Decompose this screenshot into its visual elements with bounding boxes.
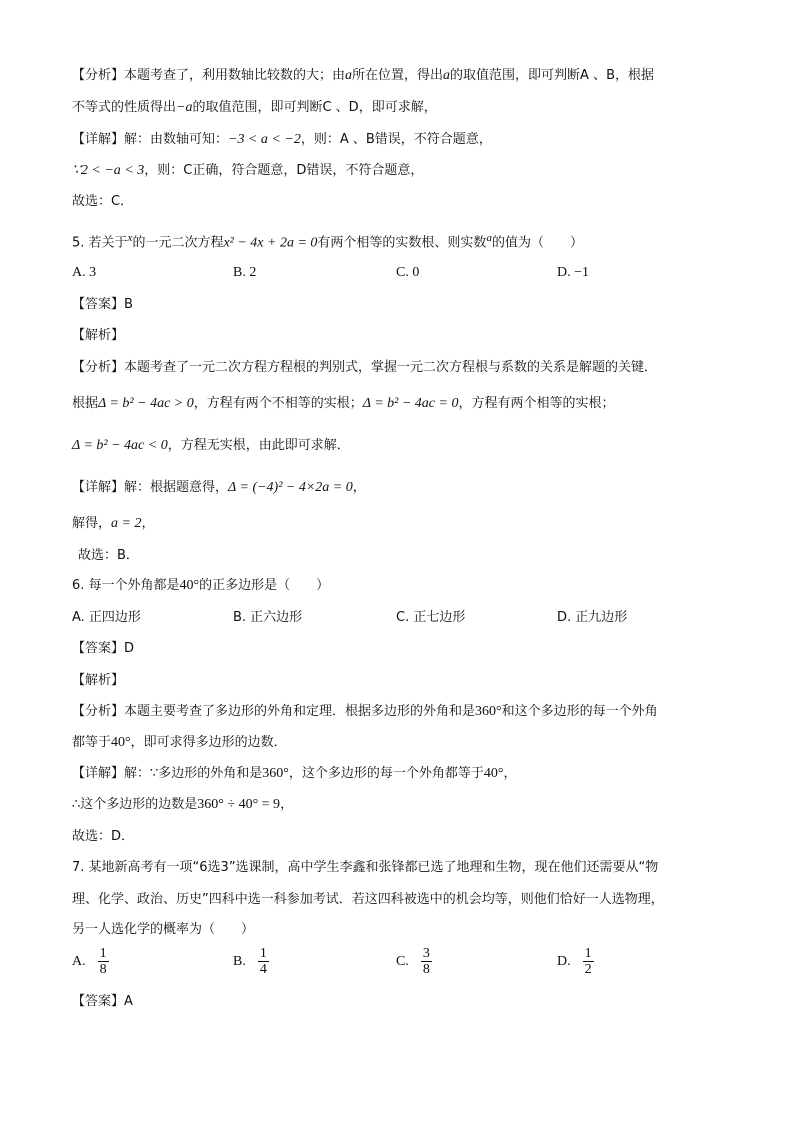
q5-solve: 解得，a = 2，	[72, 516, 155, 531]
q6-answer: 【答案】D	[72, 641, 135, 656]
q4-choose: 故选：C．	[72, 194, 134, 209]
q5-jiexi: 【解析】	[72, 328, 125, 343]
q5-rule-line1: 根据Δ = b² − 4ac > 0，方程有两个不相等的实根；Δ = b² − 4ac = 0，方程有两个相等的实根；	[72, 396, 615, 411]
q7-stem-line1: 7. 某地新高考有一项“6选3”选课制，高中学生李鑫和张锋都已选了地理和生物，现在他们还需要从“物	[72, 860, 659, 875]
q6-jiexi: 【解析】	[72, 673, 125, 688]
analysis-tag: 【分析】	[72, 68, 125, 83]
q7-option-b[interactable]: B. $\frac{1}{4}$	[233, 946, 267, 977]
q5-option-a[interactable]: A. 3	[72, 265, 97, 280]
q7-option-d[interactable]: D. $\frac{1}{2}$	[557, 946, 592, 977]
q6-analysis-line2: 都等于40°，即可求得多边形的边数．	[72, 735, 287, 750]
fraction: $\frac{1}{2}$	[584, 946, 592, 977]
q4-detail-line2: ∵2 < −a < 3，则：C正确，符合题意，D错误，不符合题意，	[72, 163, 424, 178]
detail-tag: 【详解】	[72, 132, 125, 147]
fraction: $\frac{3}{8}$	[422, 946, 430, 977]
q5-stem: 5. 若关于$^x$的一元二次方程x² − 4x + 2a = 0有两个相等的实数根、则实数$^a$的值为（ ）	[72, 232, 583, 251]
q6-stem: 6. 每一个外角都是40°的正多边形是（ ）	[72, 578, 330, 593]
q7-answer: 【答案】A	[72, 994, 133, 1009]
q6-option-d[interactable]: D. 正九边形	[557, 610, 628, 625]
q6-choose: 故选：D．	[72, 829, 135, 844]
q5-detail: 【详解】解：根据题意得，Δ = (−4)² − 4×2a = 0，	[72, 480, 366, 495]
q6-option-c[interactable]: C. 正七边形	[396, 610, 466, 625]
q5-choose: 故选：B．	[78, 548, 139, 563]
q5-option-b[interactable]: B. 2	[233, 265, 257, 280]
q5-option-c[interactable]: C. 0	[396, 265, 420, 280]
q5-rule-line2: Δ = b² − 4ac < 0，方程无实根，由此即可求解．	[72, 438, 350, 453]
q6-analysis-line1: 【分析】本题主要考查了多边形的外角和定理．根据多边形的外角和是360°和这个多边形的每一个外角	[72, 704, 658, 719]
fraction: $\frac{1}{4}$	[259, 946, 267, 977]
fraction: $\frac{1}{8}$	[99, 946, 107, 977]
q6-detail: 【详解】解：∵多边形的外角和是360°，这个多边形的每一个外角都等于40°，	[72, 766, 517, 781]
q5-analysis: 【分析】本题考查了一元二次方程方程根的判别式，掌握一元二次方程根与系数的关系是解题的关键．	[72, 360, 658, 375]
q7-stem-line2: 理、化学、政治、历史”四科中选一科参加考试．若这四科被选中的机会均等，则他们恰好一人选物理，	[72, 892, 664, 907]
q6-option-b[interactable]: B. 正六边形	[233, 610, 303, 625]
q5-answer: 【答案】B	[72, 297, 133, 312]
q5-option-d[interactable]: D. −1	[557, 265, 590, 280]
q7-option-c[interactable]: C. $\frac{3}{8}$	[396, 946, 430, 977]
q4-analysis-line1: 【分析】本题考查了，利用数轴比较数的大；由a所在位置，得出a的取值范围，即可判断A 、B，根据	[72, 68, 654, 83]
q7-stem-line3: 另一人选化学的概率为（ ）	[72, 922, 255, 937]
q4-analysis-line2: 不等式的性质得出−a的取值范围，即可判断C 、D，即可求解，	[72, 100, 437, 115]
q4-detail-line1: 【详解】解：由数轴可知：−3 < a < −2，则：A 、B错误，不符合题意，	[72, 132, 492, 147]
q6-therefore: ∴这个多边形的边数是360° ÷ 40° = 9，	[72, 797, 294, 812]
q6-option-a[interactable]: A. 正四边形	[72, 610, 141, 625]
q7-option-a[interactable]: A. $\frac{1}{8}$	[72, 946, 107, 977]
